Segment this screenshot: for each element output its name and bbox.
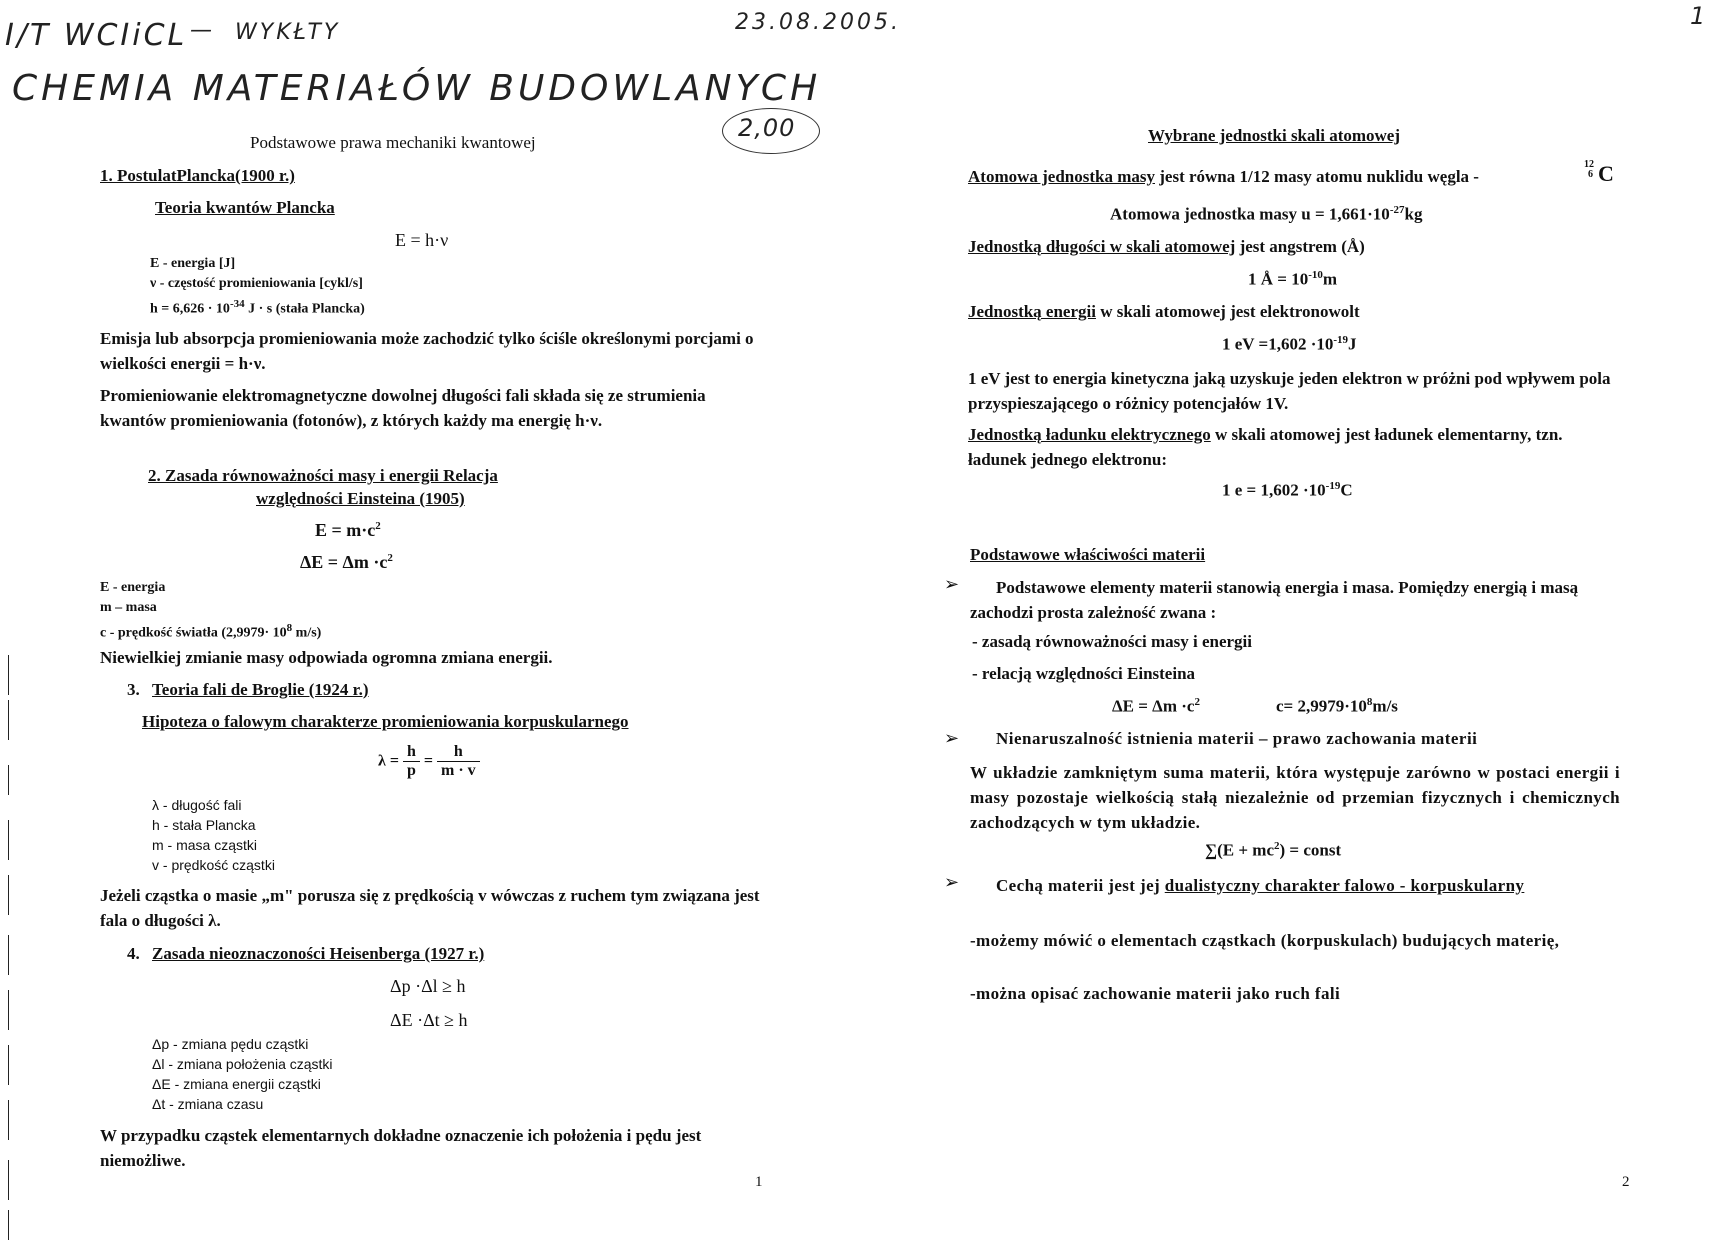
legend-line: h - stała Plancka [152,817,256,833]
legend-line: λ - długość fali [152,797,242,813]
scan-mark [8,1045,9,1085]
handwritten-date: 23.08.2005. [735,10,901,35]
legend-line: Δp - zmiana pędu cząstki [152,1036,309,1052]
section-3-title: Teoria fali de Broglie (1924 r.) [152,680,369,699]
section-1-title: 1. PostulatPlancka(1900 r.) [100,166,295,185]
right-heading: Wybrane jednostki skali atomowej [1148,126,1401,145]
paragraph-elementary: W przypadku cząstek elementarnych dokładne oznaczenie ich położenia i pędu jest niemożliwe. [100,1126,702,1170]
legend-line: $h = 6,626 \cdot 10^{-34}$ J · s (stała Plancka) [150,298,365,317]
charge-unit-definition: Jednostką ładunku elektrycznego w skali atomowej jest ładunek elementarny, tzn. ładunek jednego elektronu: [968,425,1563,469]
scan-mark [8,990,9,1030]
section-2-title-line2: względności Einsteina (1905) [256,489,465,508]
heisenberg-legend [152,1034,333,1114]
bullet-icon: ➢ [944,574,960,594]
scan-mark [8,935,9,975]
scan-mark [8,820,9,860]
legend-line: v - prędkość cząstki [152,857,275,873]
bullet-energy-mass-item-1: - zasadą równoważności masy i energii [972,632,1253,651]
carbon-symbol: C [1598,161,1614,186]
handwritten-page-mark: 1 [1690,2,1706,30]
planck-equation: E = h·ν [395,230,449,250]
section-1-subtitle: Teoria kwantów Plancka [155,198,335,217]
conservation-description: W układzie zamkniętym suma materii, która występuje zarówno w postaci energii i masy pozostaje wielkością stałą niezależnie od przemian fizycznych i chemicznych zachodzących w tym układzie. [970,763,1620,832]
page-number-left: 1 [755,1174,763,1190]
scan-mark [8,655,9,695]
section-3-number: 3. [127,680,140,699]
de-broglie-legend [152,795,275,875]
legend-line: ΔE - zmiana energii cząstki [152,1076,321,1092]
legend-line: m - masa cząstki [152,837,258,853]
heisenberg-equation-energy: ΔE ·Δt ≥ h [390,1010,468,1030]
section-4-number: 4. [127,944,140,963]
bullet-energy-mass-item-2: - relacją względności Einsteina [972,664,1196,683]
planck-legend [150,254,365,320]
carbon-nuclide-indices: 12 6 [1584,159,1594,180]
einstein-delta-equation: $\Delta E = \Delta m \cdot c^2$ [300,552,393,572]
section-4-title: Zasada nieoznaczoności Heisenberga (1927 r.) [152,944,485,963]
einstein-equation-right: $\Delta E = \Delta m \cdot c^2$ [1112,696,1200,716]
paragraph-mass-change: Niewielkiej zmianie masy odpowiada ogromna zmiana energii. [100,648,553,667]
electronvolt-description: 1 eV jest to energia kinetyczna jaką uzyskuje jeden elektron w próżni pod wpływem pola przyspieszającego o różnicy potencjałów 1V. [968,369,1611,413]
scan-mark [8,1160,9,1200]
scan-mark [8,1210,9,1240]
handwritten-title: CHEMIA MATERIAŁÓW BUDOWLANYCH [12,68,822,109]
paragraph-emission: Emisja lub absorpcja promieniowania może zachodzić tylko ściśle określonymi porcjami o wielkości energii = h·ν. [100,329,754,373]
elementary-charge-equation: 1 $e = 1,602 \cdot 10^{-19}C$ [1222,480,1353,500]
electronvolt-equation: 1 eV $=1,602 \cdot 10^{-19}J$ [1222,334,1357,354]
section-3-subtitle: Hipoteza o falowym charakterze promieniowania korpuskularnego [142,712,629,731]
energy-unit-definition: Jednostką energii w skali atomowej jest elektronowolt [968,302,1360,321]
handwritten-grade: 2,00 [738,114,796,142]
bullet-energy-mass: Podstawowe elementy materii stanowią energia i masa. Pomiędzy energią i masą zachodzi prosta zależność zwana : [970,578,1579,622]
angstrom-equation: 1 Å = $10^{-10}m$ [1248,269,1338,289]
page-heading: Podstawowe prawa mechaniki kwantowej [250,133,536,152]
amu-equation: Atomowa jednostka masy $u = 1,661\cdot 10^{-27}kg$ [1110,204,1423,224]
einstein-equation: $E = m\cdot c^2$ [315,520,381,540]
legend-line: c - prędkość światła ($2,9979\cdot 10^8$ m/s) [100,622,322,641]
de-broglie-equation: λ = $\frac{h}{p}$ = $\frac{h}{m \cdot v}$ [378,743,480,780]
handwritten-dash: — [190,18,215,43]
bullet-icon: ➢ [944,728,960,748]
duality-item-2: -można opisać zachowanie materii jako ruch fali [970,984,1341,1003]
conservation-equation: $\sum(E + mc^2)$ = const [1205,840,1342,860]
einstein-legend [100,578,321,644]
bullet-duality: Cechą materii jest jej dualistyczny charakter falowo - korpuskularny [996,876,1525,895]
paragraph-particle-wave: Jeżeli cząstka o masie „m" porusza się z prędkością v wówczas z ruchem tym związana jest fala o długości λ. [100,886,760,930]
page-number-right: 2 [1622,1174,1630,1190]
properties-heading: Podstawowe właściwości materii [970,545,1206,564]
scan-mark [8,700,9,740]
amu-definition: Atomowa jednostka masy jest równa 1/12 masy atomu nuklidu węgla - [968,167,1479,186]
bullet-conservation: Nienaruszalność istnienia materii – prawo zachowania materii [996,729,1478,748]
paragraph-radiation: Promieniowanie elektromagnetyczne dowolnej długości fali składa się ze strumienia kwantów promieniowania (fotonów), z których każdy ma energię h·ν. [100,386,706,430]
scan-mark [8,1100,9,1140]
length-unit-definition: Jednostką długości w skali atomowej jest angstrem (Å) [968,237,1365,256]
duality-item-1: -możemy mówić o elementach cząstkach (korpuskulach) budujących materię, [970,931,1560,950]
legend-line: E - energia [100,580,166,595]
scan-mark [8,875,9,915]
scan-mark [8,765,9,795]
heisenberg-equation-momentum: Δp ·Δl ≥ h [390,976,466,996]
handwritten-person: WYKŁTY [235,20,341,45]
section-2-title-line1: 2. Zasada równoważności masy i energii Relacja [148,466,498,485]
bullet-icon: ➢ [944,872,960,892]
legend-line: E - energia [J] [150,256,236,271]
legend-line: m – masa [100,600,157,615]
speed-of-light-equation: $c= 2,9979\cdot 10^8m/s$ [1276,696,1398,716]
legend-line: ν - częstość promieniowania [cykl/s] [150,276,363,291]
legend-line: Δt - zmiana czasu [152,1096,264,1112]
handwritten-course: I/T WCIiCL [5,18,188,53]
legend-line: Δl - zmiana położenia cząstki [152,1056,333,1072]
